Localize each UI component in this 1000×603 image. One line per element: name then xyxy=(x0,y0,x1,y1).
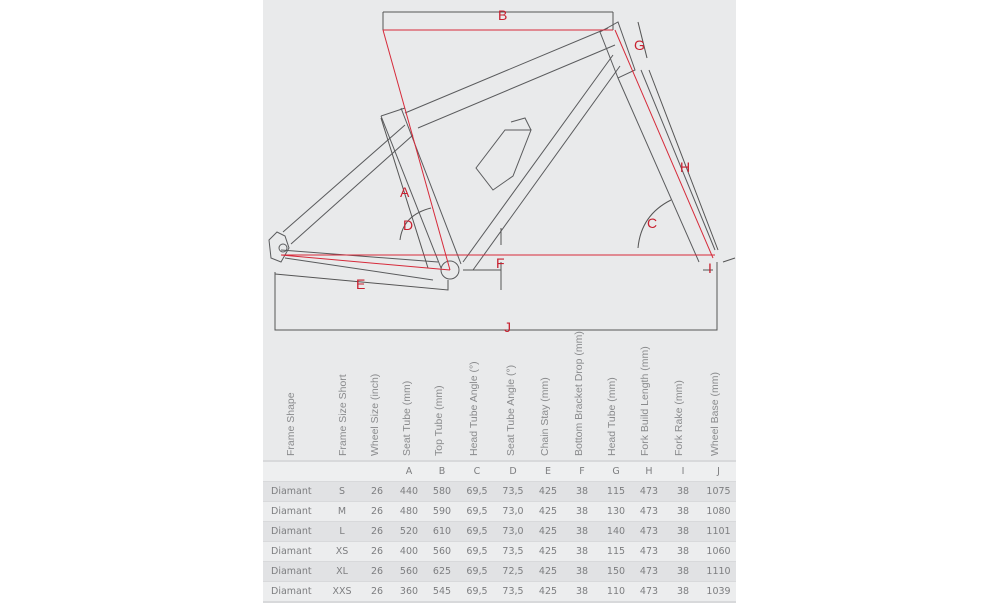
geometry-table xyxy=(263,460,736,603)
letter-cell: H xyxy=(633,461,665,482)
letter-cell: E xyxy=(531,461,565,482)
label-B: B xyxy=(498,7,508,23)
label-F: F xyxy=(496,255,505,271)
header-chain-stay: Chain Stay (mm) xyxy=(539,377,551,456)
header-fork-rake: Fork Rake (mm) xyxy=(673,380,685,456)
letter-cell: J xyxy=(701,461,736,482)
table-row: Diamant XXS 26 360 545 69,5 73,5 425 38 110 473 38 1039 xyxy=(263,582,736,603)
table-row: Diamant XL 26 560 625 69,5 72,5 425 38 150 473 38 1110 xyxy=(263,562,736,582)
down-tube xyxy=(463,55,620,270)
header-seat-tube: Seat Tube (mm) xyxy=(401,380,413,456)
letter-cell: B xyxy=(425,461,459,482)
frame-geometry-diagram xyxy=(263,0,736,340)
letter-cell: C xyxy=(459,461,495,482)
label-D: D xyxy=(403,217,414,233)
header-wheel-size: Wheel Size (inch) xyxy=(369,373,381,456)
header-wheel-base: Wheel Base (mm) xyxy=(709,371,721,456)
table-row: Diamant M 26 480 590 69,5 73,0 425 38 130 473 38 1080 xyxy=(263,502,736,522)
header-head-tube-angle: Head Tube Angle (°) xyxy=(468,361,480,456)
label-J: J xyxy=(504,319,511,335)
letter-cell xyxy=(361,461,393,482)
header-top-tube: Top Tube (mm) xyxy=(433,385,445,456)
header-head-tube: Head Tube (mm) xyxy=(606,377,618,456)
table-row: Diamant S 26 440 580 69,5 73,5 425 38 115 473 38 1075 xyxy=(263,482,736,502)
label-C: C xyxy=(647,215,658,231)
label-G: G xyxy=(634,37,645,53)
header-frame-size: Frame Size Short xyxy=(337,374,349,456)
header-seat-tube-angle: Seat Tube Angle (°) xyxy=(505,364,517,456)
bottle-cage xyxy=(476,130,531,190)
letter-cell: I xyxy=(665,461,701,482)
geometry-panel xyxy=(263,0,736,600)
letter-cell xyxy=(263,461,323,482)
header-fork-length: Fork Build Length (mm) xyxy=(639,346,651,456)
label-I: I xyxy=(708,260,712,276)
header-bb-drop: Bottom Bracket Drop (mm) xyxy=(573,331,585,456)
top-tube xyxy=(405,28,615,128)
letter-cell: D xyxy=(495,461,531,482)
dim-line-J xyxy=(275,262,717,330)
fork xyxy=(618,70,715,262)
seat-stay xyxy=(283,125,413,244)
table-header-row xyxy=(263,331,736,460)
measure-line-steering xyxy=(615,30,713,258)
label-A: A xyxy=(400,184,410,200)
letter-cell xyxy=(323,461,361,482)
header-frame-shape: Frame Shape xyxy=(285,392,297,456)
label-H: H xyxy=(680,159,691,175)
label-E: E xyxy=(356,276,366,292)
table-row: Diamant L 26 520 610 69,5 73,0 425 38 140 473 38 1101 xyxy=(263,522,736,542)
letter-cell: F xyxy=(565,461,599,482)
letter-cell: G xyxy=(599,461,633,482)
letter-row xyxy=(263,461,736,482)
table-row: Diamant XS 26 400 560 69,5 73,5 425 38 115 473 38 1060 xyxy=(263,542,736,562)
measure-line-seat xyxy=(383,30,450,270)
letter-cell: A xyxy=(393,461,425,482)
